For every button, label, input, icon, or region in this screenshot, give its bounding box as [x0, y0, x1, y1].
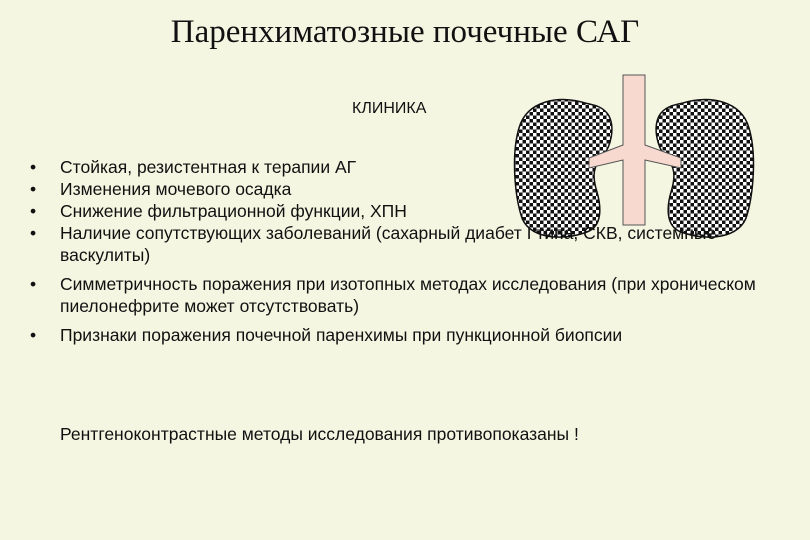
list-item: • Наличие сопутствующих заболеваний (сахарный диабет I типа, СКВ, системные васкулиты) [0, 222, 760, 266]
list-item: • Признаки поражения почечной паренхимы при пункционной биопсии [0, 324, 760, 346]
list-item: • Снижение фильтрационной функции, ХПН [0, 200, 760, 222]
list-item: • Симметричность поражения при изотопных методах исследования (при хроническом пиелонефрите может отсутствовать) [0, 273, 760, 317]
contraindication-note: Рентгеноконтрастные методы исследования противопоказаны ! [60, 424, 579, 444]
clinical-signs-list [0, 156, 760, 346]
slide-subtitle: КЛИНИКА [352, 100, 427, 117]
list-item: • Стойкая, резистентная к терапии АГ [0, 156, 760, 178]
list-item: • Изменения мочевого осадка [0, 178, 760, 200]
slide-title: Паренхиматозные почечные САГ [170, 14, 640, 50]
